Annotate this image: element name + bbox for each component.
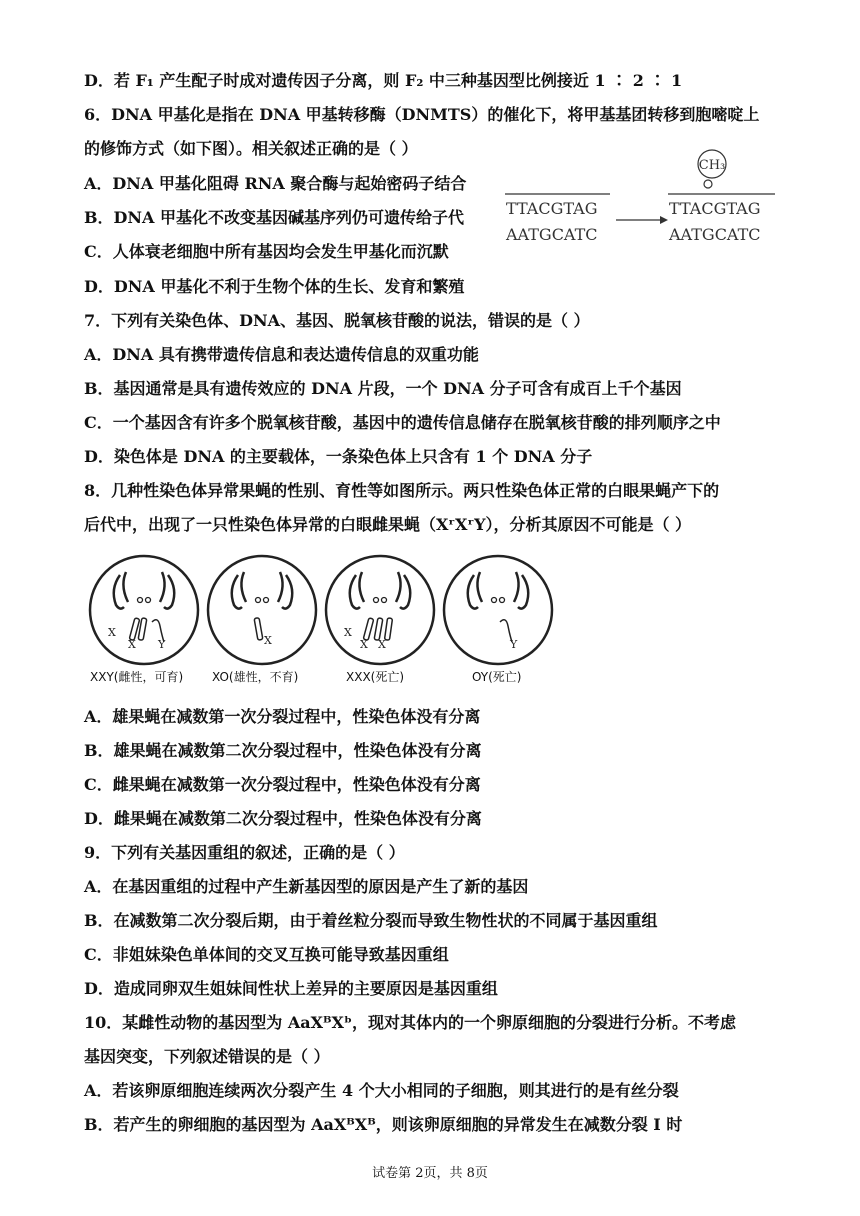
cell-label-xxx: XXX(死亡) [346,670,405,684]
q9-option-c: C．非姐妹染色单体间的交叉互换可能导致基因重组 [84,945,449,964]
q7-option-d: D．染色体是 DNA 的主要载体，一条染色体上只含有 1 个 DNA 分子 [84,447,593,466]
svg-text:X: X [360,638,368,651]
q7-option-a: A．DNA 具有携带遗传信息和表达遗传信息的双重功能 [84,345,479,364]
q10-option-a: A．若该卵原细胞连续两次分裂产生 4 个大小相同的子细胞，则其进行的是有丝分裂 [84,1081,679,1100]
svg-text:X: X [128,638,136,651]
svg-text:Y: Y [510,638,518,651]
q5-option-d: D．若 F₁ 产生配子时成对遗传因子分离，则 F₂ 中三种基因型比例接近 1 ∶ 2 ∶ 1 [84,71,683,90]
q7-option-c: C．一个基因含有许多个脱氧核苷酸，基因中的遗传信息储存在脱氧核苷酸的排列顺序之中 [84,413,721,432]
q8-option-b: B．雄果蝇在减数第二次分裂过程中，性染色体没有分离 [84,741,482,760]
dna-top-strand-right: TTACGTAG [669,199,761,218]
q10-stem: 10．某雌性动物的基因型为 AaXᴮXᵇ，现对其体内的一个卵原细胞的分裂进行分析。不考虑 [84,1013,736,1032]
dna-bottom-strand-left: AATGCATC [506,225,598,244]
q9-option-b: B．在减数第二次分裂后期，由于着丝粒分裂而导致生物性状的不同属于基因重组 [84,911,658,930]
svg-text:X: X [378,638,386,651]
cell-label-xo: XO(雄性，不育) [212,670,299,684]
svg-text:Y: Y [158,638,166,651]
q6-stem: 6．DNA 甲基化是指在 DNA 甲基转移酶（DNMTS）的催化下，将甲基基团转移到胞嘧啶上 [84,105,760,124]
dna-top-strand-left: TTACGTAG [506,199,598,218]
q9-option-d: D．造成同卵双生姐妹间性状上差异的主要原因是基因重组 [84,979,498,998]
q6-stem-cont: 的修饰方式（如下图）。相关叙述正确的是（ ） [84,139,418,158]
q7-option-b: B．基因通常是具有遗传效应的 DNA 片段，一个 DNA 分子可含有成百上千个基因 [84,379,682,398]
chromosome-cells-figure [84,550,554,690]
svg-text:X: X [108,626,116,639]
cell-circle [208,556,316,664]
q8-option-d: D．雌果蝇在减数第二次分裂过程中，性染色体没有分离 [84,809,482,828]
dna-methylation-figure [500,148,780,248]
q10-option-b: B．若产生的卵细胞的基因型为 AaXᴮXᴮ，则该卵原细胞的异常发生在减数分裂 I 时 [84,1115,683,1134]
q6-option-b: B．DNA 甲基化不改变基因碱基序列仍可遗传给子代 [84,208,465,227]
methyl-label: CH₃ [698,158,726,173]
dna-bottom-strand-right: AATGCATC [669,225,761,244]
q10-stem-cont: 基因突变，下列叙述错误的是（ ） [84,1047,330,1066]
arrow-icon [660,216,668,224]
q7-stem: 7．下列有关染色体、DNA、基因、脱氧核苷酸的说法，错误的是（ ） [84,311,590,330]
page-footer: 试卷第 2页，共 8页 [372,1166,488,1181]
q6-option-c: C．人体衰老细胞中所有基因均会发生甲基化而沉默 [84,242,449,261]
svg-text:X: X [264,634,272,647]
cell-label-xxy: XXY(雌性，可育) [90,670,184,684]
q8-stem: 8．几种性染色体异常果蝇的性别、育性等如图所示。两只性染色体正常的白眼果蝇产下的 [84,481,720,500]
q8-stem-cont: 后代中，出现了一只性染色体异常的白眼雌果蝇（XʳXʳY），分析其原因不可能是（ ） [84,515,692,534]
cell-circle [90,556,198,664]
cell-circle [444,556,552,664]
q9-stem: 9．下列有关基因重组的叙述，正确的是（ ） [84,843,405,862]
q6-option-a: A．DNA 甲基化阻碍 RNA 聚合酶与起始密码子结合 [84,174,467,193]
q6-option-d: D．DNA 甲基化不利于生物个体的生长、发育和繁殖 [84,277,465,296]
cell-label-oy: OY(死亡) [472,670,522,684]
q8-option-c: C．雌果蝇在减数第一次分裂过程中，性染色体没有分离 [84,775,481,794]
q9-option-a: A．在基因重组的过程中产生新基因型的原因是产生了新的基因 [84,877,529,896]
svg-text:X: X [344,626,352,639]
q8-option-a: A．雄果蝇在减数第一次分裂过程中，性染色体没有分离 [84,707,481,726]
